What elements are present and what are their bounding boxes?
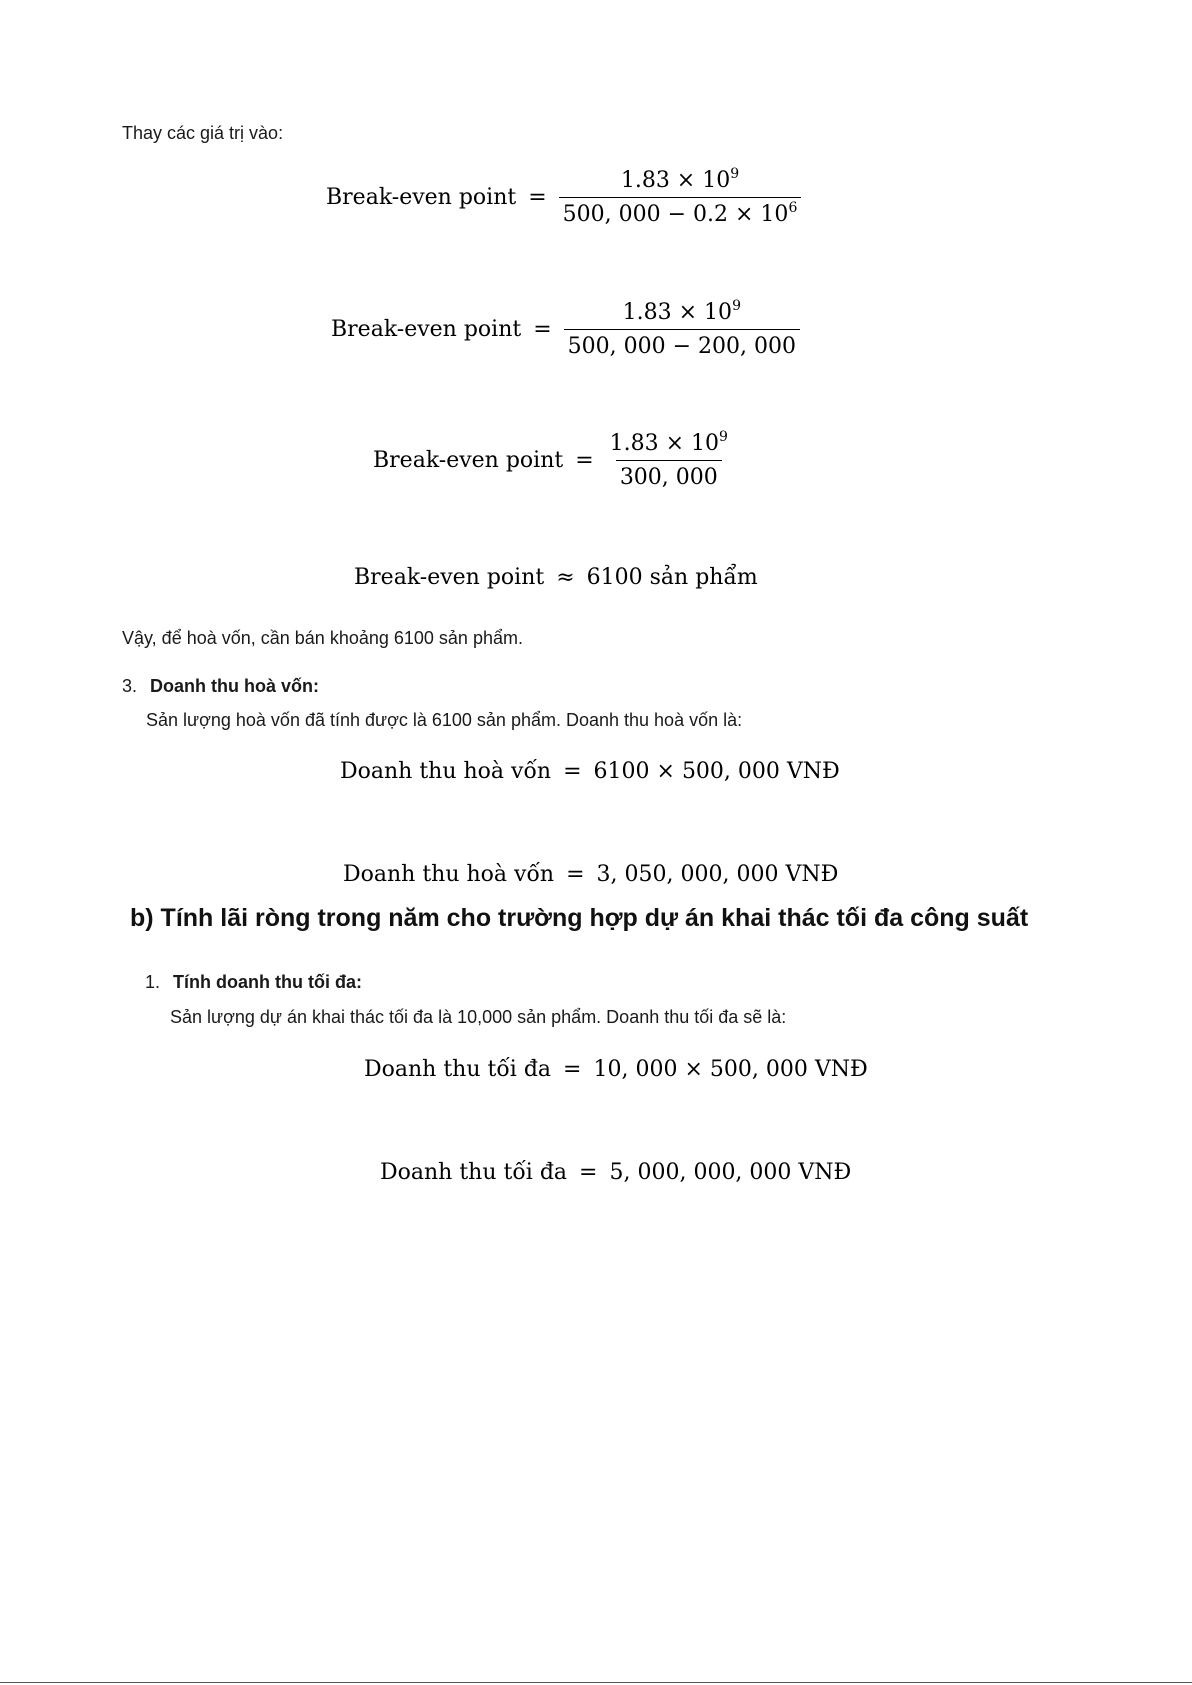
- equation-7-rhs: 10, 000 × 500, 000 VNĐ: [593, 1057, 868, 1082]
- equation-8-equals: =: [579, 1160, 598, 1185]
- equation-2-fraction: [564, 300, 800, 359]
- equation-3-equals: =: [575, 448, 594, 473]
- equation-3-fraction: [606, 431, 732, 490]
- section-b-heading: b) Tính lãi ròng trong năm cho trường hợp dự án khai thác tối đa công suất: [130, 904, 1029, 932]
- equation-1-numerator: [617, 168, 743, 197]
- equation-2-denominator: 500, 000 − 200, 000: [564, 329, 800, 359]
- list-item-3-text: Sản lượng hoà vốn đã tính được là 6100 sản phẩm. Doanh thu hoà vốn là:: [146, 710, 743, 730]
- equation-1-lhs: Break-even point: [326, 185, 517, 210]
- equation-6-equals: =: [566, 862, 585, 887]
- equation-1-denominator: [559, 197, 802, 227]
- equation-5-equals: =: [563, 759, 582, 784]
- equation-2-equals: =: [533, 317, 552, 342]
- equation-2: [331, 300, 800, 359]
- conclusion-text: Vậy, để hoà vốn, cần bán khoảng 6100 sản phẩm.: [122, 628, 523, 648]
- equation-8-lhs: Doanh thu tối đa: [380, 1160, 568, 1185]
- equation-3-lhs: Break-even point: [373, 448, 564, 473]
- equation-7-equals: =: [563, 1057, 582, 1082]
- list-item-1: [145, 970, 362, 994]
- equation-2-numerator: [619, 300, 745, 329]
- equation-2-lhs: Break-even point: [331, 317, 522, 342]
- numerator-base: 1.83 × 10: [609, 431, 720, 456]
- equation-8-rhs: 5, 000, 000, 000 VNĐ: [609, 1160, 852, 1185]
- equation-1: [326, 168, 801, 227]
- equation-7: [364, 1057, 868, 1082]
- equation-5-rhs: 6100 × 500, 000 VNĐ: [593, 759, 840, 784]
- list-item-3-number: 3.: [122, 676, 138, 696]
- numerator-exponent: 9: [730, 166, 740, 182]
- equation-1-fraction: [559, 168, 802, 227]
- list-item-3: [122, 674, 319, 698]
- equation-1-equals: =: [528, 185, 547, 210]
- equation-5-lhs: Doanh thu hoà vốn: [340, 759, 552, 784]
- equation-3-numerator: [606, 431, 732, 460]
- numerator-exponent: 9: [719, 429, 728, 445]
- equation-3: [373, 431, 732, 490]
- equation-4-approx: ≈: [556, 565, 575, 590]
- equation-4: [354, 565, 758, 590]
- list-item-1-text: Sản lượng dự án khai thác tối đa là 10,000 sản phẩm. Doanh thu tối đa sẽ là:: [170, 1007, 787, 1027]
- equation-7-lhs: Doanh thu tối đa: [364, 1057, 552, 1082]
- list-item-1-number: 1.: [145, 972, 161, 992]
- numerator-base: 1.83 × 10: [620, 168, 731, 193]
- equation-3-denominator: 300, 000: [616, 460, 722, 490]
- equation-5: [340, 759, 840, 784]
- intro-text: Thay các giá trị vào:: [122, 123, 284, 143]
- numerator-base: 1.83 × 10: [622, 300, 733, 325]
- equation-6-lhs: Doanh thu hoà vốn: [343, 862, 555, 887]
- equation-6: [343, 862, 838, 887]
- equation-4-rhs: 6100 sản phẩm: [586, 565, 758, 590]
- equation-4-lhs: Break-even point: [354, 565, 545, 590]
- equation-8: [380, 1160, 851, 1185]
- denominator-base: 500, 000 − 0.2 × 10: [562, 202, 789, 227]
- numerator-exponent: 9: [732, 298, 741, 314]
- page-bottom-rule: [0, 1682, 1192, 1683]
- denominator-exponent: 6: [788, 200, 798, 216]
- list-item-1-title: Tính doanh thu tối đa:: [173, 972, 362, 992]
- equation-6-rhs: 3, 050, 000, 000 VNĐ: [596, 862, 839, 887]
- list-item-3-title: Doanh thu hoà vốn:: [150, 676, 320, 696]
